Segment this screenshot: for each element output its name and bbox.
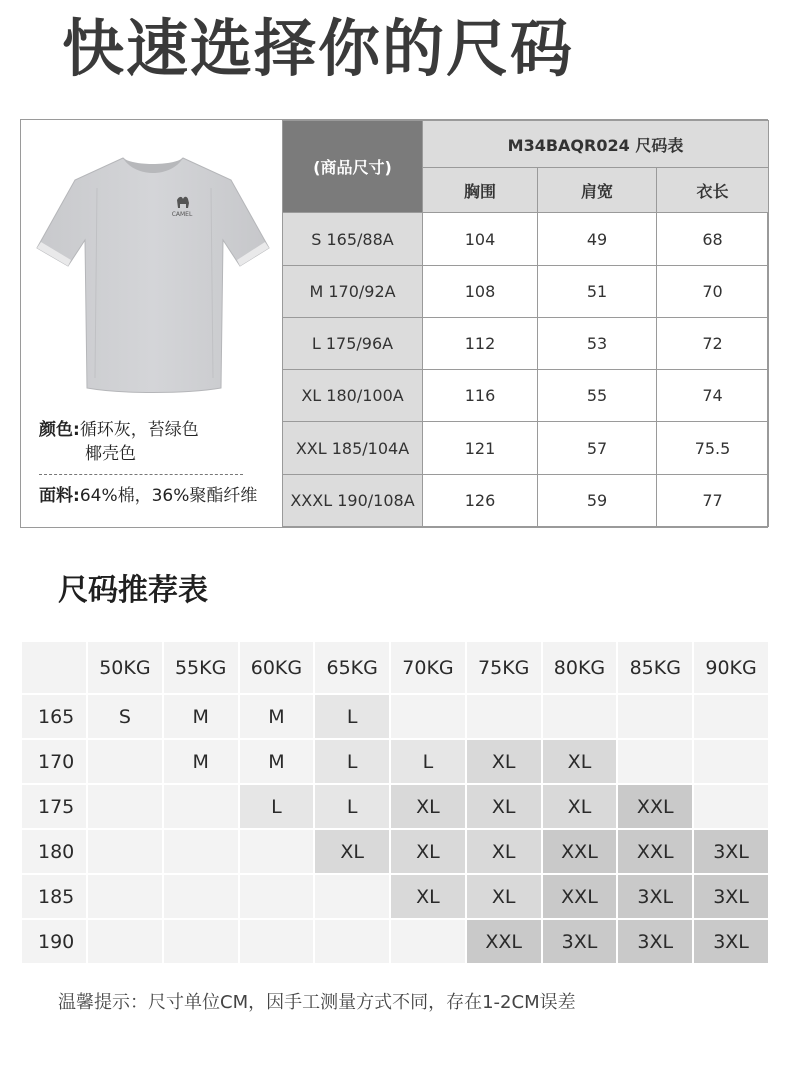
height-label: 165 — [22, 695, 86, 738]
size-cell: XXL — [543, 875, 617, 918]
table-cell: 75.5 — [657, 422, 769, 474]
table-cell: 104 — [423, 213, 538, 265]
size-cell — [164, 785, 238, 828]
size-cell — [240, 830, 314, 873]
table-cell: 59 — [538, 474, 657, 526]
size-cell — [315, 920, 389, 963]
weight-header: 85KG — [618, 642, 692, 693]
weight-header: 50KG — [88, 642, 162, 693]
table-row — [22, 830, 768, 873]
weight-header: 80KG — [543, 642, 617, 693]
table-cell: 57 — [538, 422, 657, 474]
size-cell: S — [88, 695, 162, 738]
height-label: 175 — [22, 785, 86, 828]
size-cell — [694, 740, 768, 783]
size-cell: XL — [467, 875, 541, 918]
measurement-tip: 温馨提示：尺寸单位CM，因手工测量方式不同，存在1-2CM误差 — [58, 992, 576, 1013]
size-cell: XL — [467, 740, 541, 783]
size-cell — [164, 920, 238, 963]
size-cell — [315, 875, 389, 918]
table-row — [22, 875, 768, 918]
table-row — [283, 370, 769, 422]
table-row — [283, 474, 769, 526]
column-header: 衣长 — [657, 168, 769, 213]
table-cell: 70 — [657, 265, 769, 317]
size-cell — [618, 740, 692, 783]
size-recommend-table — [20, 640, 770, 965]
size-cell: 3XL — [543, 920, 617, 963]
size-cell: XXL — [543, 830, 617, 873]
size-column-header: (商品尺寸) — [283, 121, 423, 213]
column-header: 胸围 — [423, 168, 538, 213]
size-label: XL 180/100A — [283, 370, 423, 422]
size-cell — [164, 830, 238, 873]
weight-header: 70KG — [391, 642, 465, 693]
product-info — [21, 120, 282, 527]
size-cell: M — [240, 695, 314, 738]
size-cell: L — [315, 785, 389, 828]
size-cell — [391, 695, 465, 738]
size-spec-table — [282, 120, 769, 527]
weight-header: 60KG — [240, 642, 314, 693]
table-cell: 121 — [423, 422, 538, 474]
size-cell: XL — [315, 830, 389, 873]
size-cell: M — [164, 695, 238, 738]
table-cell: 112 — [423, 317, 538, 369]
table-row — [22, 920, 768, 963]
table-cell: 72 — [657, 317, 769, 369]
fabric-label: 面料: — [39, 486, 80, 506]
size-cell — [164, 875, 238, 918]
size-cell: XXL — [618, 785, 692, 828]
size-cell — [88, 740, 162, 783]
size-cell: 3XL — [618, 920, 692, 963]
weight-header: 75KG — [467, 642, 541, 693]
weight-header: 90KG — [694, 642, 768, 693]
tshirt-image — [35, 148, 271, 398]
size-cell: XL — [391, 875, 465, 918]
table-row — [283, 265, 769, 317]
size-cell — [694, 785, 768, 828]
size-cell — [88, 920, 162, 963]
size-cell: L — [315, 740, 389, 783]
height-label: 190 — [22, 920, 86, 963]
size-label: XXL 185/104A — [283, 422, 423, 474]
corner-cell — [22, 642, 86, 693]
product-fabric — [39, 484, 257, 508]
size-cell: XL — [543, 740, 617, 783]
product-color — [39, 418, 199, 466]
color-value-2: 椰壳色 — [85, 444, 136, 464]
table-row — [283, 317, 769, 369]
size-label: S 165/88A — [283, 213, 423, 265]
fabric-value: 64%棉，36%聚酯纤维 — [79, 486, 258, 506]
table-row — [22, 695, 768, 738]
recommend-title: 尺码推荐表 — [58, 573, 208, 608]
table-cell: 68 — [657, 213, 769, 265]
size-cell: XL — [467, 785, 541, 828]
color-label: 颜色: — [39, 420, 80, 440]
size-cell — [391, 920, 465, 963]
table-cell: 55 — [538, 370, 657, 422]
table-row — [22, 785, 768, 828]
size-cell: L — [315, 695, 389, 738]
table-row — [283, 422, 769, 474]
height-label: 185 — [22, 875, 86, 918]
table-row — [22, 740, 768, 783]
weight-header: 65KG — [315, 642, 389, 693]
size-cell — [88, 875, 162, 918]
size-label: L 175/96A — [283, 317, 423, 369]
size-cell — [618, 695, 692, 738]
table-cell: 74 — [657, 370, 769, 422]
divider — [39, 474, 243, 475]
color-value-1: 循环灰，苔绿色 — [79, 420, 199, 440]
size-cell: XXL — [467, 920, 541, 963]
size-cell: XXL — [618, 830, 692, 873]
size-cell — [694, 695, 768, 738]
size-chart-panel — [20, 119, 768, 528]
size-cell: L — [240, 785, 314, 828]
table-cell: 53 — [538, 317, 657, 369]
size-cell: 3XL — [694, 830, 768, 873]
table-cell: 51 — [538, 265, 657, 317]
height-label: 170 — [22, 740, 86, 783]
size-cell: 3XL — [618, 875, 692, 918]
column-header: 肩宽 — [538, 168, 657, 213]
table-cell: 77 — [657, 474, 769, 526]
weight-header: 55KG — [164, 642, 238, 693]
table-row — [283, 213, 769, 265]
size-cell: XL — [391, 830, 465, 873]
page-title: 快速选择你的尺码 — [62, 12, 575, 85]
table-cell: 126 — [423, 474, 538, 526]
size-cell: M — [240, 740, 314, 783]
size-cell: L — [391, 740, 465, 783]
size-cell: XL — [391, 785, 465, 828]
size-cell — [240, 920, 314, 963]
size-cell: M — [164, 740, 238, 783]
size-cell: XL — [543, 785, 617, 828]
weight-header-row — [22, 642, 768, 693]
size-cell — [467, 695, 541, 738]
size-cell — [88, 785, 162, 828]
size-cell: XL — [467, 830, 541, 873]
size-cell: 3XL — [694, 920, 768, 963]
table-cell: 116 — [423, 370, 538, 422]
logo-text: CAMEL — [171, 211, 193, 218]
size-label: XXXL 190/108A — [283, 474, 423, 526]
table-cell: 108 — [423, 265, 538, 317]
size-cell — [543, 695, 617, 738]
table-cell: 49 — [538, 213, 657, 265]
size-cell — [88, 830, 162, 873]
size-label: M 170/92A — [283, 265, 423, 317]
size-cell: 3XL — [694, 875, 768, 918]
height-label: 180 — [22, 830, 86, 873]
model-title: M34BAQR024 尺码表 — [423, 121, 769, 168]
size-cell — [240, 875, 314, 918]
